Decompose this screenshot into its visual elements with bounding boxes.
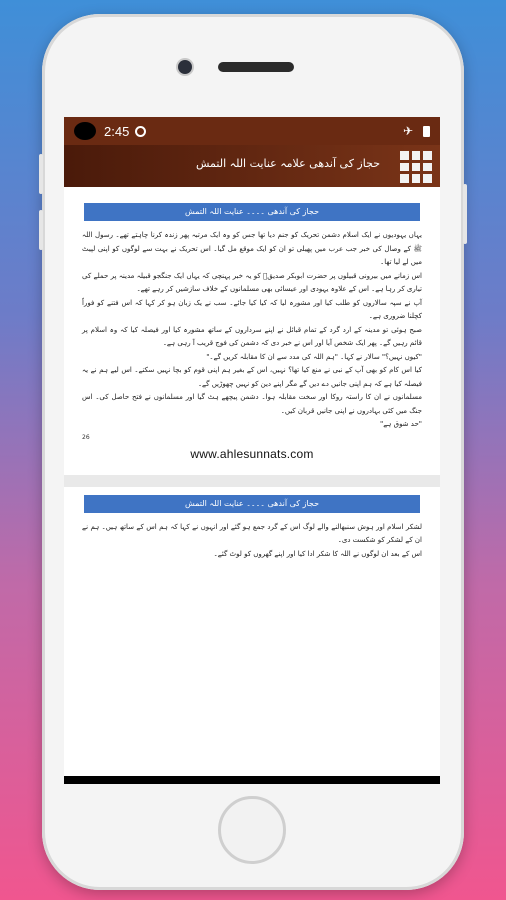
page-body-text xyxy=(82,229,422,432)
paragraph: "حد شوق ہے" xyxy=(379,420,422,428)
status-bar xyxy=(64,117,440,145)
earpiece-speaker xyxy=(218,62,294,72)
phone-screen xyxy=(64,117,440,784)
paragraph: لشکر اسلام اور ہوش سنبھالنے والے لوگ اس کے گرد جمع ہو گئے اور انہوں نے کہا کہ ہم اس کے ساتھ ہیں۔ ہم نے ان کے لشکر کو شکست دی۔ xyxy=(82,522,422,544)
battery-icon xyxy=(423,126,430,137)
website-footer: www.ahlesunnats.com xyxy=(190,446,314,461)
paragraph: "کیوں نہیں؟" سالار نے کہا۔ "ہم اللہ کی مدد سے ان کا مقابلہ کریں گے۔" xyxy=(206,352,422,361)
page-divider xyxy=(64,475,440,487)
volume-button xyxy=(39,210,43,250)
paragraph: یہاں یہودیوں نے ایک اسلام دشمن تحریک کو جنم دیا تھا جس کو وہ ایک مرتبہ پھر زندہ کرنا چاہتے تھے۔ رسول اللہ ﷺ کے وصال کی خبر جب عرب میں پھیلی تو ان کو ایک موقع مل گیا۔ اس تحریک نے بہت سے لوگوں کو اپنی لپیٹ میں لے لیا تھا۔ xyxy=(82,231,422,266)
page-header-band: حجاز کی آندھی ۔۔۔۔ عنایت اللہ التمش xyxy=(84,203,420,221)
paragraph: صبح ہوئی تو مدینہ کے ارد گرد کے تمام قبائل نے اپنے سرداروں کے ساتھ مشورہ کیا اور فیصلہ کیا کہ وہ اسلام پر قائم رہیں گے۔ پھر ایک شخص آیا اور اس نے خبر دی کہ دشمن کی فوج قریب آ رہی ہے۔ xyxy=(82,325,422,347)
volume-button xyxy=(39,154,43,194)
paragraph: آپ نے سپہ سالاروں کو طلب کیا اور مشورہ لیا کہ کیا کیا جائے۔ سب نے یک زبان ہو کر کہا کہ اس فتنے کو فوراً کچلنا ضروری ہے۔ xyxy=(82,298,422,320)
app-bar xyxy=(64,145,440,187)
page-body-text xyxy=(82,521,422,562)
camera-cutout xyxy=(74,122,96,140)
paragraph: اس کے بعد ان لوگوں نے اللہ کا شکر ادا کیا اور اپنے گھروں کو لوٹ گئے۔ xyxy=(213,549,422,558)
front-camera xyxy=(178,60,192,74)
status-time: 2:45 xyxy=(104,123,130,139)
home-button[interactable] xyxy=(218,796,286,864)
paragraph: مسلمانوں نے ان کا راستہ روکا اور سخت مقابلہ ہوا۔ دشمن پیچھے ہٹ گیا اور مسلمانوں نے فتح حاصل کی۔ اس جنگ میں کئی بہادروں نے اپنی جانیں قربان کیں۔ xyxy=(82,393,422,415)
notification-icon xyxy=(135,126,146,137)
page-number: 26 xyxy=(82,433,90,441)
bottom-bar xyxy=(64,776,440,784)
paragraph: کیا اس کام کو بھی آپ کے نبی نے منع کیا تھا؟ نہیں، اس کے بغیر ہم اپنی قوم کو بچا نہیں سکتے۔ اس لیے ہم نے یہ فیصلہ کیا ہے کہ ہم اپنی جانیں دے دیں گے مگر اپنے دین کو نہیں چھوڑیں گے۔ xyxy=(82,366,422,388)
book-page[interactable] xyxy=(64,187,440,776)
app-title: حجاز کی آندھی علامہ عنایت اللہ التمش xyxy=(196,157,380,170)
paragraph: اس زمانے میں بیرونی قبیلوں پر حضرت ابوبکر صدیقؓ کو یہ خبر پہنچی کہ یہاں ایک جنگجو قبیلہ مدینہ پر حملے کی تیاری کر رہا ہے۔ اس کے علاوہ یہودی اور عیسائی بھی مسلمانوں کے خلاف سازشیں کر رہے تھے۔ xyxy=(82,271,422,293)
airplane-mode-icon: ✈ xyxy=(402,124,413,138)
page-header-band: حجاز کی آندھی ۔۔۔۔ عنایت اللہ التمش xyxy=(84,495,420,513)
power-button xyxy=(463,184,467,244)
menu-grid-icon[interactable] xyxy=(400,151,432,183)
